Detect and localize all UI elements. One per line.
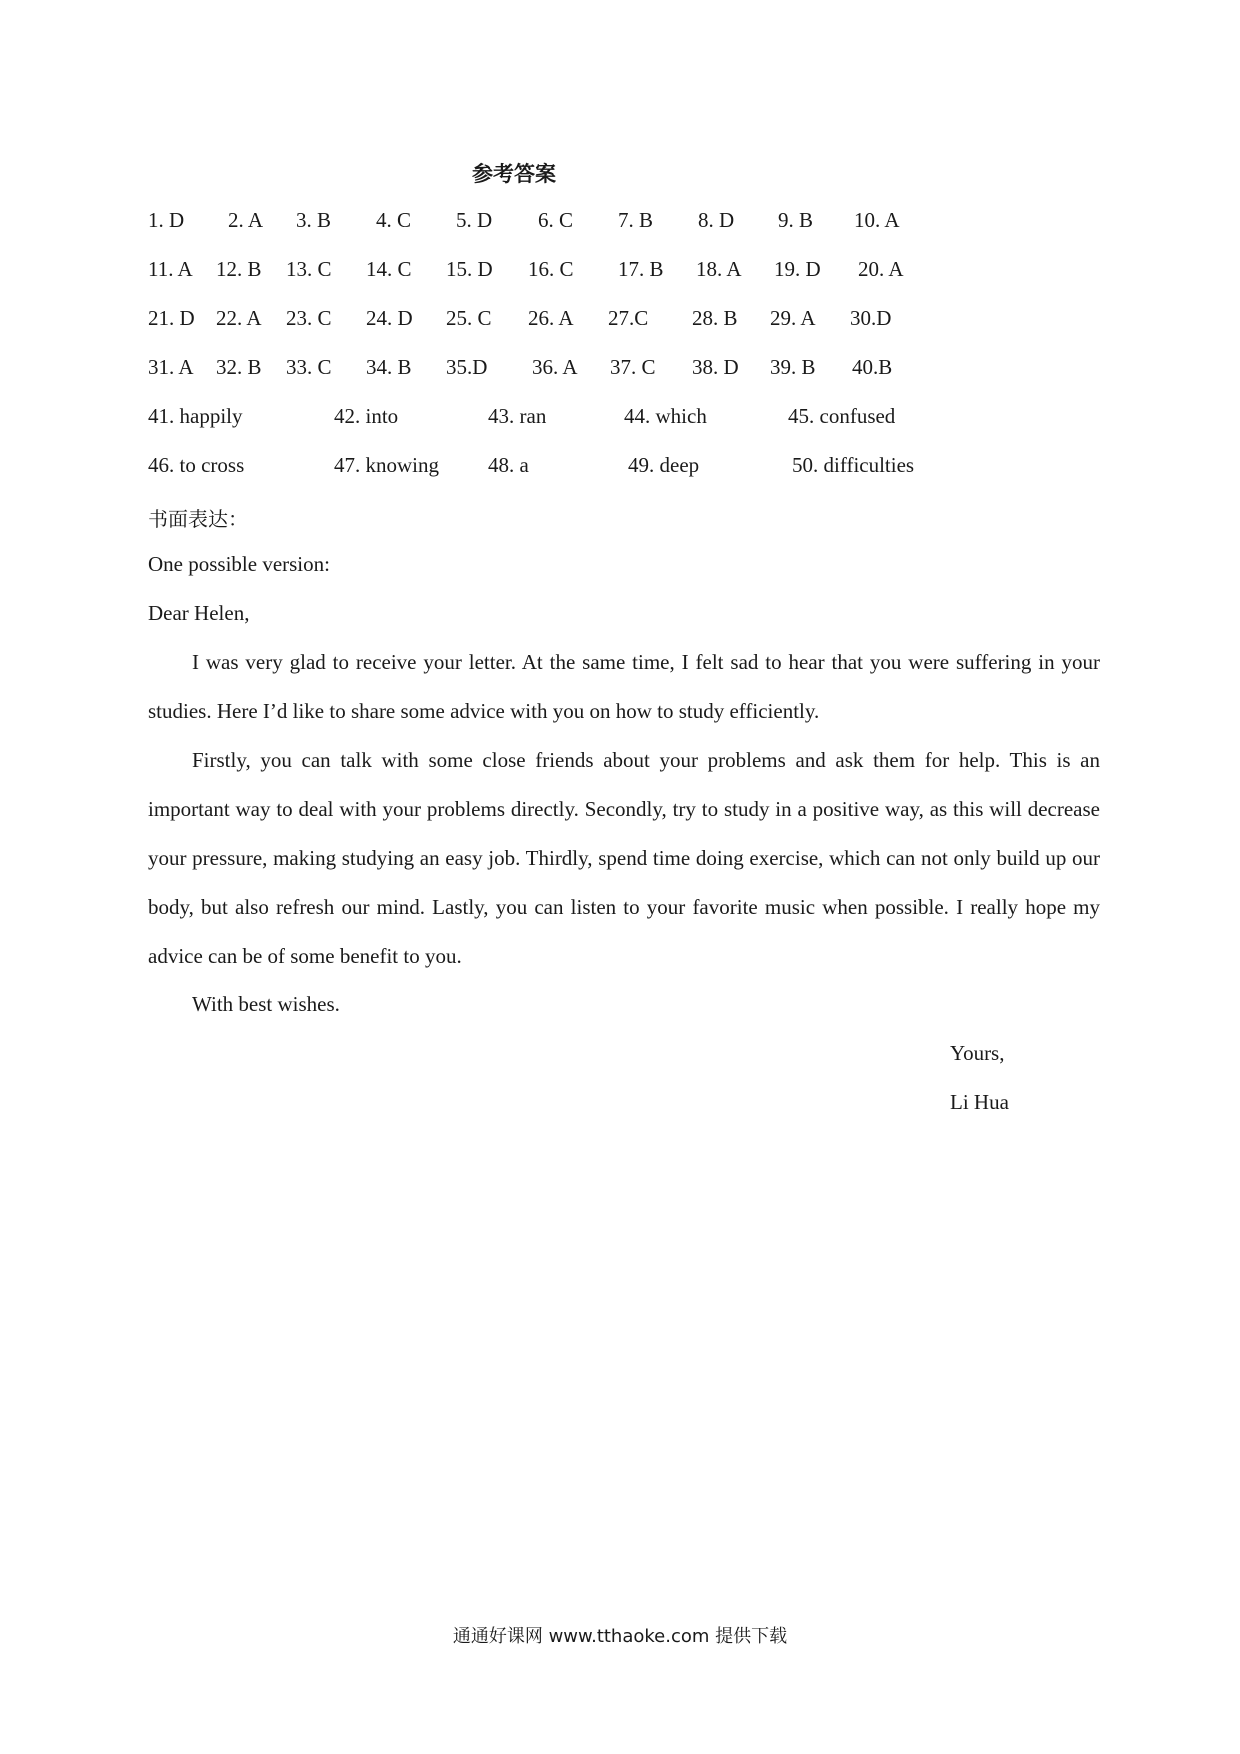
answer-item: 8. D bbox=[698, 208, 735, 232]
answer-item: 15. D bbox=[446, 257, 493, 281]
answer-item: 26. A bbox=[528, 306, 574, 330]
answer-item: 30.D bbox=[850, 306, 892, 330]
page-title: 参考答案 bbox=[472, 162, 556, 186]
answer-item: 3. B bbox=[296, 208, 332, 232]
answer-item: 39. B bbox=[770, 355, 816, 379]
answer-item: 9. B bbox=[778, 208, 814, 232]
answer-item: 21. D bbox=[148, 306, 195, 330]
fill-answer-item: 45. confused bbox=[788, 404, 896, 428]
fill-answer-item: 41. happily bbox=[148, 404, 243, 428]
answer-item: 24. D bbox=[366, 306, 413, 330]
answer-item: 13. C bbox=[286, 257, 332, 281]
letter-paragraph-2: Firstly, you can talk with some close friends about your problems and ask them for help. This is an important way to deal with your problems directly. Secondly, try to study in a positive way, as this will decrease your pressure, making studying an easy job. Thirdly, spend time doing exercise, which can not only build up our body, but also refresh our mind. Lastly, you can listen to your favorite music when possible. I really hope my advice can be of some benefit to you. bbox=[148, 748, 1100, 968]
answer-item: 35.D bbox=[446, 355, 488, 379]
letter-closing: With best wishes. bbox=[192, 992, 340, 1016]
answer-item: 27.C bbox=[608, 306, 649, 330]
fill-answer-item: 43. ran bbox=[488, 404, 547, 428]
answer-item: 23. C bbox=[286, 306, 332, 330]
answer-item: 10. A bbox=[854, 208, 900, 232]
answer-item: 20. A bbox=[858, 257, 904, 281]
answer-item: 22. A bbox=[216, 306, 262, 330]
answer-item: 29. A bbox=[770, 306, 816, 330]
answer-item: 19. D bbox=[774, 257, 821, 281]
letter-sign-off: Yours, bbox=[950, 1041, 1005, 1065]
writing-section-label: 书面表达： bbox=[148, 507, 248, 531]
letter-salutation: Dear Helen, bbox=[148, 601, 250, 625]
answer-item: 7. B bbox=[618, 208, 654, 232]
fill-answer-item: 44. which bbox=[624, 404, 707, 428]
answer-item: 11. A bbox=[148, 257, 193, 281]
answer-item: 17. B bbox=[618, 257, 664, 281]
answer-item: 33. C bbox=[286, 355, 332, 379]
answer-item: 14. C bbox=[366, 257, 412, 281]
answer-item: 40.B bbox=[852, 355, 893, 379]
fill-answer-item: 42. into bbox=[334, 404, 399, 428]
answer-item: 32. B bbox=[216, 355, 262, 379]
answer-item: 4. C bbox=[376, 208, 412, 232]
answer-item: 18. A bbox=[696, 257, 742, 281]
fill-answer-item: 50. difficulties bbox=[792, 453, 915, 477]
version-label: One possible version: bbox=[148, 552, 330, 576]
letter-paragraph-1: I was very glad to receive your letter. At the same time, I felt sad to hear that you were suffering in your studies. Here I’d like to share some advice with you on how to study efficiently. bbox=[148, 650, 1100, 723]
fill-answer-item: 47. knowing bbox=[334, 453, 439, 477]
answer-item: 28. B bbox=[692, 306, 738, 330]
answer-item: 1. D bbox=[148, 208, 185, 232]
answer-item: 25. C bbox=[446, 306, 492, 330]
answer-item: 36. A bbox=[532, 355, 578, 379]
page-footer: 通通好课网 www.tthaoke.com 提供下载 bbox=[452, 1626, 788, 1647]
answer-item: 12. B bbox=[216, 257, 262, 281]
answer-item: 37. C bbox=[610, 355, 656, 379]
fill-answer-item: 48. a bbox=[488, 453, 529, 477]
answer-item: 38. D bbox=[692, 355, 739, 379]
answer-item: 6. C bbox=[538, 208, 574, 232]
answer-item: 34. B bbox=[366, 355, 412, 379]
fill-answer-item: 49. deep bbox=[628, 453, 700, 477]
answer-item: 31. A bbox=[148, 355, 194, 379]
answer-item: 5. D bbox=[456, 208, 493, 232]
answer-item: 16. C bbox=[528, 257, 574, 281]
fill-answer-item: 46. to cross bbox=[148, 453, 245, 477]
letter-signature: Li Hua bbox=[950, 1090, 1009, 1114]
answer-item: 2. A bbox=[228, 208, 264, 232]
